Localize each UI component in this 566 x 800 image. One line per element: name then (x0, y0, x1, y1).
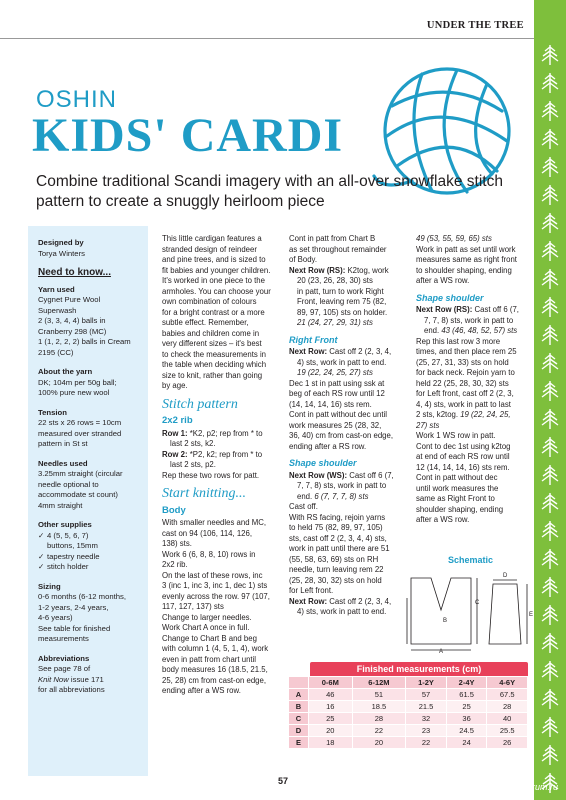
text-line: in patt, turn to work Right (297, 286, 384, 296)
text-line: ending after a WS row. (162, 686, 241, 695)
tree-icon (540, 688, 560, 710)
text-line: needle, turn leaving rem 22 (289, 565, 384, 574)
stitch-pattern-heading: Stitch pattern (162, 396, 238, 412)
sizing-line: 0-6 months (6-12 months, (38, 592, 127, 601)
shoulder-text (289, 502, 405, 597)
table-cell: 25.5 (487, 725, 528, 737)
text-line: Cont to dec 1st using k2tog (416, 441, 511, 451)
text-line: Work 6 (6, 8, 8, 10) rows in (162, 549, 256, 559)
supply-item: ✓ 4 (5, 5, 6, 7) (38, 530, 89, 540)
tree-icon (540, 660, 560, 682)
text-line: to check the measurements in (162, 349, 267, 359)
row-label: B (289, 701, 309, 713)
text-line: Next Row (RS): K2tog, work (289, 265, 389, 275)
text-line: size to knit, rather than going (162, 370, 263, 380)
table-cell: 26 (487, 737, 528, 749)
text-line: own combination of colours (162, 297, 257, 306)
needles-line: needle optional to (38, 479, 99, 489)
page-title: KIDS' CARDI (32, 109, 344, 162)
table-row (289, 701, 528, 713)
about-yarn-line: 100% pure new wool (38, 388, 110, 397)
table-cell: 51 (352, 689, 406, 701)
stitch-count: 27) sts (416, 420, 440, 430)
table-column-header: 4-6Y (487, 677, 528, 689)
text-line: babies and children come in (162, 328, 260, 338)
text-line: ending after a RS row. (289, 441, 367, 451)
need-to-know-heading: Need to know... (38, 267, 111, 278)
text-line: stranded design of reindeer (162, 244, 257, 254)
tension-label: Tension (38, 407, 67, 417)
schematic-letter: C (475, 600, 480, 606)
stitch-count: 43 (46, 48, 52, 57) sts (441, 326, 518, 335)
text-line: to held 75 (82, 89, 97, 105) (289, 523, 383, 532)
shoulder-next-row-rs (416, 305, 528, 337)
text-line: 25, 28) cm from cast-on edge, (162, 675, 267, 685)
rib-heading: 2x2 rib (162, 415, 193, 426)
text-line: Next Row: Cast off 2 (2, 3, 4, (289, 347, 392, 356)
text-line: at end of each RS row until (416, 452, 510, 461)
yarn-used-line: 2 (3, 3, 4, 4) balls in (38, 316, 106, 325)
text-line: for Left front, cast off 2 (2, 3, (416, 389, 514, 398)
text-line: Work in patt as set until work (416, 244, 516, 254)
text-line: With RS facing, rejoin yarns (289, 512, 386, 522)
yarn-used-line: Cranberry 298 (MC) (38, 326, 107, 336)
table-cell: 18.5 (352, 701, 406, 713)
check-icon: ✓ (38, 551, 45, 561)
tree-icon (540, 520, 560, 542)
text-line: to shoulder shaping, ending (416, 265, 512, 275)
abbreviations-line: Knit Now issue 171 (38, 674, 104, 684)
text-line: 2 sts, k2tog. 19 (22, 24, 25, (416, 410, 511, 419)
text-line: Next Row (RS): Cast off 6 (7, (416, 305, 519, 314)
text-line: shoulder shaping, ending (416, 504, 504, 514)
abbreviations-line: See page 78 of (38, 664, 91, 673)
text-line: after a WS row. (416, 515, 470, 524)
table-cell: 24 (446, 737, 487, 749)
table-header-blank (289, 677, 309, 689)
right-front-heading: Right Front (289, 334, 338, 345)
text-line: (55, 58, 63, 69) sts on RH (289, 554, 379, 564)
tree-icon (540, 128, 560, 150)
table-cell: 18 (309, 737, 353, 749)
tree-icon (540, 212, 560, 234)
sizing-line: See table for finished (38, 623, 111, 633)
sizing-line: measurements (38, 634, 89, 643)
table-cell: 22 (352, 725, 406, 737)
text-line: evenly across the row. 97 (107, (162, 591, 270, 601)
watermark: PassionForum.ru (489, 782, 558, 792)
tree-icon (540, 352, 560, 374)
tree-icon (540, 548, 560, 570)
text-line: 7, 7, 8) sts, work in patt to (424, 315, 514, 325)
rib-row-1: Row 1: *K2, p2; rep from * to (162, 428, 263, 438)
supply-item: buttons, 15mm (47, 541, 98, 550)
needles-line: 4mm straight (38, 500, 83, 510)
intro-text (162, 234, 280, 392)
tree-icon (540, 436, 560, 458)
sizing-label: Sizing (38, 581, 61, 591)
table-row (289, 737, 528, 749)
rib-row-2-cont: last 2 sts, p2. (170, 460, 216, 469)
schematic-letter: D (503, 573, 508, 579)
text-line: times, and then place rem 25 (416, 347, 517, 356)
text-line: 20 (23, 26, 28, 30) sts (297, 276, 373, 285)
tree-icon (540, 100, 560, 122)
text-line: It's worked in one piece to the (162, 276, 265, 285)
text-line: 12 (14, 14, 14, 16) sts rem. (416, 462, 510, 472)
schematic-heading: Schematic (448, 555, 494, 565)
text-line: With smaller needles and MC, (162, 518, 266, 527)
p1-text (416, 245, 528, 287)
text-line: Cont in patt without dec until (289, 410, 387, 419)
brand-name: OSHIN (36, 86, 118, 113)
text-line: Dec 1 st in patt using ssk at (289, 378, 385, 388)
page-number: 57 (278, 776, 289, 786)
section-label: UNDER THE TREE (426, 20, 524, 31)
text-line: On the last of these rows, inc (162, 570, 263, 580)
text-line: 89, 97, 105) sts on holder. (297, 307, 388, 317)
supply-item: ✓ tapestry needle (38, 551, 100, 561)
needles-label: Needles used (38, 458, 88, 468)
stitch-count: 21 (24, 27, 29, 31) sts (297, 318, 373, 327)
text-line: cast on 94 (106, 114, 126, (162, 528, 253, 538)
row-label: C (289, 713, 309, 725)
text-line: This little cardigan features a (162, 234, 262, 243)
designer-name: Torya Winters (38, 248, 85, 258)
column-3 (416, 234, 528, 526)
table-cell: 57 (406, 689, 447, 701)
tree-icon (540, 184, 560, 206)
measurements-table (288, 662, 528, 749)
table-cell: 20 (309, 725, 353, 737)
schematic-diagram (405, 570, 533, 654)
tree-icon (540, 632, 560, 654)
tree-icon (540, 268, 560, 290)
tree-icon (540, 72, 560, 94)
check-icon: ✓ (38, 562, 45, 571)
text-line: even in patt from chart until (162, 654, 257, 664)
table-cell: 16 (309, 701, 353, 713)
text-line: and pine trees, and is sized to (162, 255, 266, 264)
text-line: Work Chart A once in full. (162, 623, 250, 632)
page-subtitle: Combine traditional Scandi imagery with an all-over snowflake stitch pattern to create a snuggly heirloom piece (36, 173, 503, 210)
table-cell: 36 (446, 713, 487, 725)
tree-icon (540, 296, 560, 318)
tension-line: measured over stranded (38, 428, 122, 438)
yarn-used-line: 2195 (CC) (38, 347, 74, 357)
shape-shoulder-heading: Shape shoulder (289, 458, 357, 468)
text-line: Next Row (WS): Cast off 6 (7, (289, 470, 394, 480)
tree-icon (540, 492, 560, 514)
text-line: armholes. You can choose your (162, 286, 271, 296)
text-line: Next Row: Cast off 2 (2, 3, 4, (289, 596, 392, 606)
text-line: work in patt until there are 51 (289, 544, 390, 553)
abbreviations-line: for all abbreviations (38, 685, 105, 694)
text-line: for Left front. (289, 586, 334, 595)
shoulder-next-row-ws (289, 471, 405, 503)
header-rule (0, 38, 534, 39)
text-line: (14, 14, 14, 16) sts rem. (289, 399, 372, 409)
yarn-used-line: 1 (1, 2, 2, 2) balls in Cream (38, 337, 131, 346)
text-line: work measures 25 (28, 32, (289, 420, 382, 430)
text-line: Cont in patt from Chart B (289, 234, 376, 243)
text-line: Change to larger needles. (162, 612, 252, 622)
table-cell: 46 (309, 689, 353, 701)
text-line: Rep this last row 3 more (416, 336, 501, 346)
text-line: 36, 40) cm from cast-on edge, (289, 431, 394, 440)
table-cell: 23 (406, 725, 447, 737)
table-cell: 61.5 (446, 689, 487, 701)
stitch-count: 6 (7, 7, 7, 8) sts (314, 491, 369, 501)
tree-icon (540, 744, 560, 766)
table-title: Finished measurements (cm) (310, 662, 528, 676)
needles-line: 3.25mm straight (circular (38, 469, 123, 478)
text-line: 4) sts, work in patt to end. (297, 607, 387, 616)
shoulder-text-2 (416, 431, 528, 526)
text-line: Change to Chart B and beg (162, 633, 257, 643)
row-label: E (289, 737, 309, 749)
text-line: Front, leaving rem 75 (82, (297, 297, 387, 306)
text-line: held 22 (25, 28, 30, 32) sts (416, 378, 509, 388)
text-line: with column 1 (4, 5, 1, 4), work (162, 644, 269, 653)
text-line: the table when deciding which (162, 360, 267, 369)
tree-icon (540, 408, 560, 430)
table-cell: 25 (309, 713, 353, 725)
table-cell: 67.5 (487, 689, 528, 701)
table-cell: 32 (406, 713, 447, 725)
text-line: 2x2 rib. (162, 560, 188, 569)
rib-row-1-cont: last 2 sts, k2. (170, 439, 216, 448)
right-front-next-row (289, 347, 405, 379)
next-row-rs (289, 266, 405, 329)
supply-item: ✓ stitch holder (38, 562, 89, 571)
table-row (289, 713, 528, 725)
shape-shoulder-heading: Shape shoulder (416, 292, 484, 303)
text-line: sts, cast off 2 (2, 3, 4, 4) sts, (289, 533, 387, 543)
text-line: 4, 4) sts, work in patt to last (416, 399, 511, 409)
sizing-line: 1-2 years, 2-4 years, (38, 602, 109, 612)
tree-icon (540, 380, 560, 402)
shoulder-next-row (289, 597, 405, 618)
start-knitting-heading: Start knitting... (162, 486, 246, 501)
table-cell: 21.5 (406, 701, 447, 713)
abbreviations-label: Abbreviations (38, 653, 90, 663)
text-line: after a WS row. (416, 276, 470, 285)
text-line: measures same as right front (416, 255, 517, 264)
text-line: beg of each RS row until 12 (289, 389, 385, 398)
yarn-used-line: Cygnet Pure Wool Superwash (38, 295, 101, 315)
text-line: subtle effect. Remember, (162, 318, 249, 327)
text-line: of Body. (289, 255, 318, 264)
about-yarn-line: DK; 104m per 50g ball; (38, 377, 117, 387)
text-line: 117, 127, 137) sts (162, 602, 224, 611)
column-2 (289, 234, 405, 618)
text-line: Work 1 WS row in patt. (416, 431, 496, 440)
table-column-header: 2-4Y (446, 677, 487, 689)
right-front-text (289, 379, 405, 453)
text-line: for a bright contrast or a more (162, 307, 265, 317)
table-column-header: 1-2Y (406, 677, 447, 689)
tension-line: pattern in St st (38, 439, 88, 448)
text-line: very different sizes – it's best (162, 339, 262, 348)
schematic-letter: B (443, 618, 448, 624)
text-line: Cont in patt without dec (416, 473, 498, 482)
stitch-count: 19 (22, 24, 25, 27) sts (297, 368, 373, 377)
text-line: body measures 16 (18.5, 21.5, (162, 665, 268, 674)
tree-icon (540, 240, 560, 262)
text-line: until work measures the (416, 483, 499, 493)
text-line: Cast off. (289, 502, 318, 511)
text-line: end. 6 (7, 7, 7, 8) sts (297, 491, 369, 501)
schematic-letter: A (439, 649, 444, 654)
text-line: by age. (162, 381, 188, 390)
table-row (289, 725, 528, 737)
check-icon: ✓ (38, 530, 45, 540)
table-cell: 22 (406, 737, 447, 749)
text-line: as set throughout remainder (289, 244, 387, 254)
stitch-count: 49 (53, 55, 59, 65) sts (416, 234, 492, 243)
tree-icon (540, 44, 560, 66)
table-cell: 24.5 (446, 725, 487, 737)
tree-border-strip (534, 0, 566, 800)
text-line: for back neck. Rejoin yarn to (416, 368, 515, 377)
sizing-line: 4-6 years) (38, 613, 73, 622)
body-text (162, 518, 280, 697)
rib-row-2: Row 2: *P2, k2; rep from * to (162, 449, 263, 459)
rib-repeat: Rep these two rows for patt. (162, 470, 260, 480)
tension-line: 22 sts x 26 rows = 10cm (38, 418, 122, 427)
schematic-letter: E (529, 612, 533, 618)
text-line: 3 (inc 1, inc 3, inc 1, dec 1) sts (162, 581, 268, 590)
text-line: fit babies and younger children. (162, 265, 271, 275)
text-line: 4) sts, work in patt to end. (297, 357, 387, 367)
table-cell: 25 (446, 701, 487, 713)
tree-icon (540, 464, 560, 486)
shoulder-text (416, 337, 528, 432)
supplies-label: Other supplies (38, 520, 92, 529)
table-column-header: 6-12M (352, 677, 406, 689)
needles-line: accommodate st count) (38, 490, 118, 499)
tree-icon (540, 604, 560, 626)
row-label: A (289, 689, 309, 701)
tree-icon (540, 716, 560, 738)
designed-by-label: Designed by (38, 238, 84, 247)
text-line: (25, 27, 31, 33) sts on hold (416, 357, 509, 367)
text-line: end. 43 (46, 48, 52, 57) sts (424, 326, 518, 335)
column-1 (162, 234, 280, 697)
need-to-know-sidebar (28, 226, 148, 776)
p1-text (289, 234, 405, 266)
table-cell: 28 (352, 713, 406, 725)
table-cell: 40 (487, 713, 528, 725)
text-line: (25, 28, 30, 32) sts on hold (289, 575, 382, 585)
table-row (289, 689, 528, 701)
tree-icon (540, 324, 560, 346)
table-cell: 20 (352, 737, 406, 749)
table-cell: 28 (487, 701, 528, 713)
body-heading: Body (162, 504, 186, 516)
text-line: same as Right Front to (416, 494, 495, 503)
about-yarn-label: About the yarn (38, 367, 93, 376)
text-line: 7, 7, 8) sts, work in patt to (297, 481, 387, 490)
row-label: D (289, 725, 309, 737)
yarn-used-label: Yarn used (38, 284, 75, 294)
text-line: 138) sts. (162, 539, 192, 548)
tree-icon (540, 156, 560, 178)
table-column-header: 0-6M (309, 677, 353, 689)
tree-icon (540, 576, 560, 598)
